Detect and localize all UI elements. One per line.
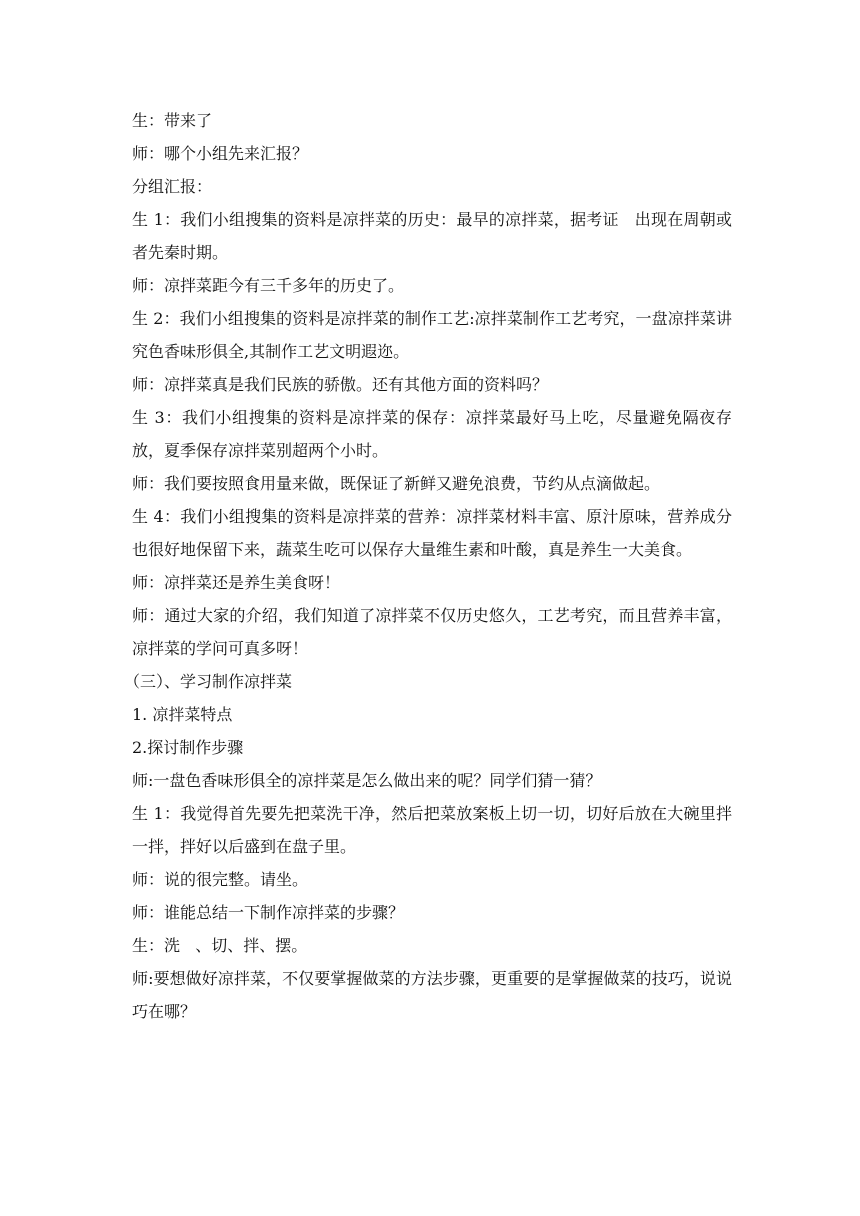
paragraph: 师:要想做好凉拌菜，不仅要掌握做菜的方法步骤，更重要的是掌握做菜的技巧，说说巧在哪？ — [132, 969, 732, 1021]
paragraph: 生 1：我们小组搜集的资料是凉拌菜的历史：最早的凉拌菜，据考证 出现在周朝或者先秦时期。 — [132, 210, 732, 262]
paragraph: 师：凉拌菜距今有三千多年的历史了。 — [132, 276, 405, 295]
paragraph: 生 2：我们小组搜集的资料是凉拌菜的制作工艺:凉拌菜制作工艺考究，一盘凉拌菜讲究色香味形俱全,其制作工艺文明遐迩。 — [132, 309, 732, 361]
paragraph: 生 1：我觉得首先要先把菜洗干净，然后把菜放案板上切一切，切好后放在大碗里拌一拌，拌好以后盛到在盘子里。 — [132, 804, 732, 856]
paragraph: 生：带来了 — [132, 111, 213, 130]
paragraph: 生 3：我们小组搜集的资料是凉拌菜的保存：凉拌菜最好马上吃，尽量避免隔夜存放，夏季保存凉拌菜别超两个小时。 — [132, 408, 732, 460]
list-item: 2.探讨制作步骤 — [132, 738, 244, 757]
paragraph: 师：凉拌菜还是养生美食呀！ — [132, 573, 341, 592]
paragraph: 师：说的很完整。请坐。 — [132, 870, 309, 889]
paragraph: 师：我们要按照食用量来做，既保证了新鲜又避免浪费，节约从点滴做起。 — [132, 474, 661, 493]
paragraph: 师：谁能总结一下制作凉拌菜的步骤？ — [132, 903, 405, 922]
document-body — [124, 104, 732, 1028]
list-item: 1. 凉拌菜特点 — [132, 705, 233, 724]
paragraph: 生 4：我们小组搜集的资料是凉拌菜的营养：凉拌菜材料丰富、原汁原味，营养成分也很好地保留下来，蔬菜生吃可以保存大量维生素和叶酸，真是养生一大美食。 — [132, 507, 732, 559]
paragraph: 分组汇报： — [132, 177, 213, 196]
paragraph: 师：哪个小组先来汇报？ — [132, 144, 309, 163]
paragraph: 师：凉拌菜真是我们民族的骄傲。还有其他方面的资料吗？ — [132, 375, 549, 394]
paragraph: 师：通过大家的介绍，我们知道了凉拌菜不仅历史悠久，工艺考究，而且营养丰富，凉拌菜的学问可真多呀！ — [132, 606, 732, 658]
section-heading: （三）、学习制作凉拌菜 — [124, 672, 293, 691]
paragraph: 生：洗 、切、拌、摆。 — [132, 936, 308, 955]
paragraph: 师:一盘色香味形俱全的凉拌菜是怎么做出来的呢？同学们猜一猜？ — [132, 771, 602, 790]
